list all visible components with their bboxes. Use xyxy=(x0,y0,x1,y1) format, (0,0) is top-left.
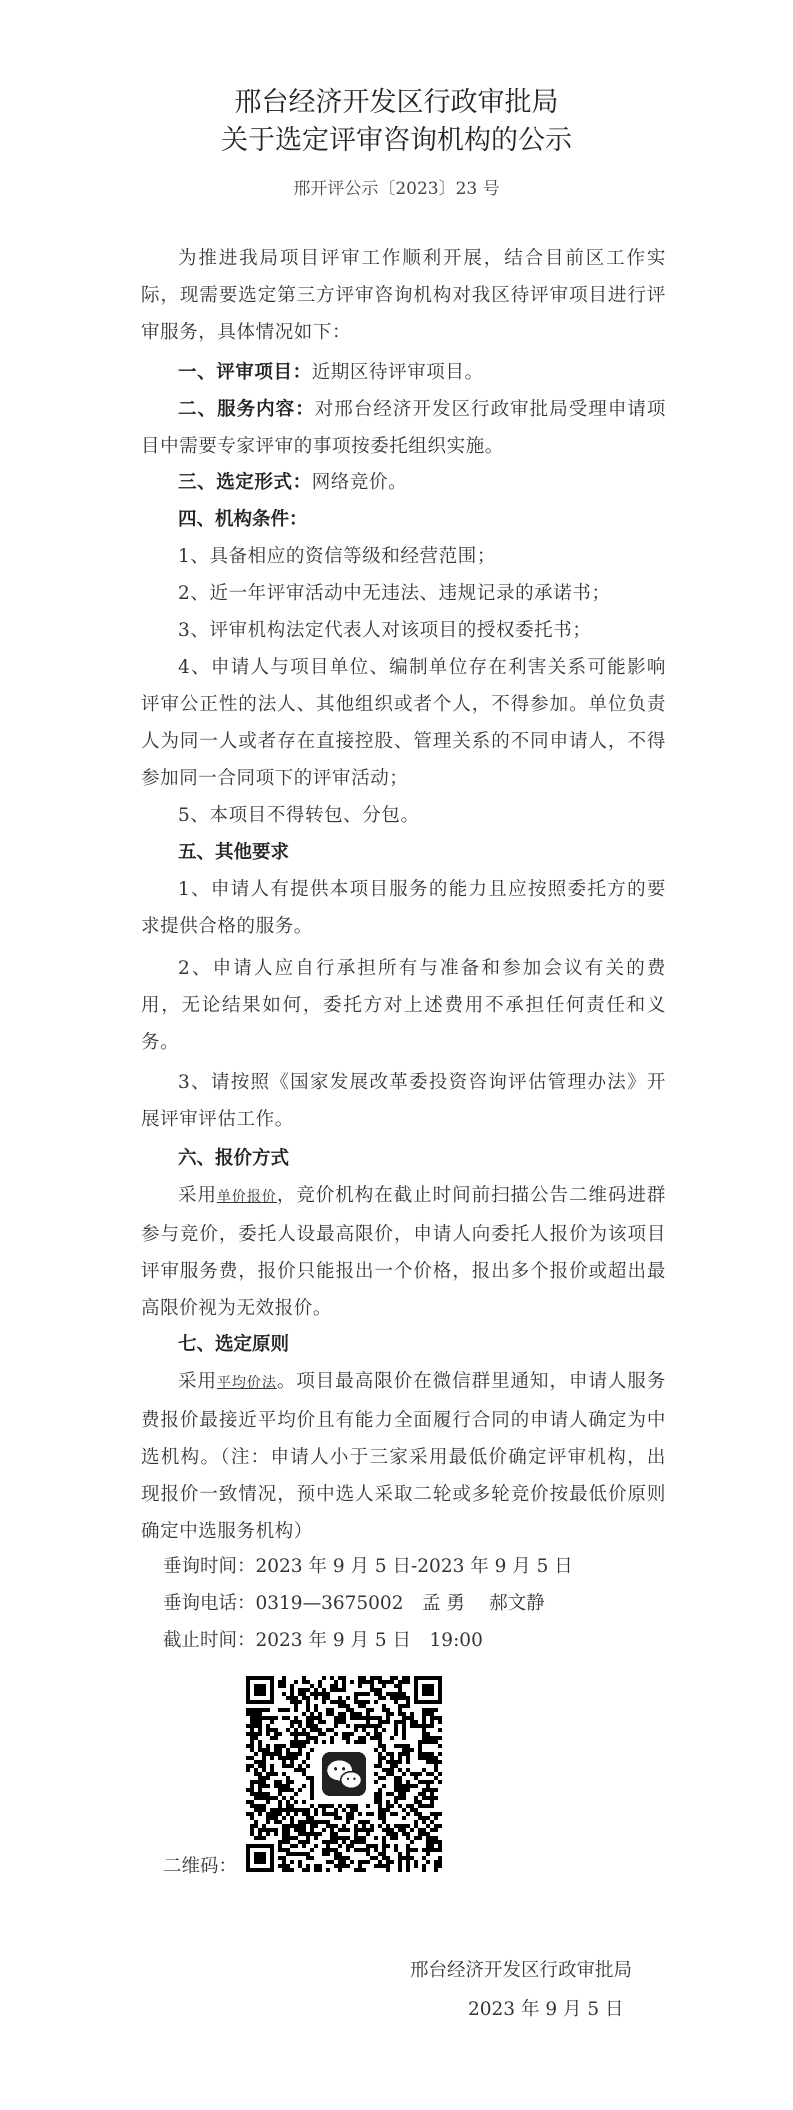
title-line-2: 关于选定评审咨询机构的公示 xyxy=(221,125,572,156)
selection-method-underlined: 平均价法 xyxy=(216,1375,277,1391)
qr-code-label: 二维码： xyxy=(163,1856,238,1877)
section-1 xyxy=(141,354,666,391)
section-4-item-5: 5、本项目不得转包、分包。 xyxy=(178,805,420,826)
contact-deadline: 截止时间：2023 年 9 月 5 日 19:00 xyxy=(163,1630,483,1651)
document-number: 邢开评公示〔2023〕23 号 xyxy=(293,179,500,199)
section-1-text: 近期区待评审项目。 xyxy=(311,362,484,383)
section-4-head: 四、机构条件： xyxy=(178,509,308,530)
section-5-item-3: 3、请按照《国家发展改革委投资咨询评估管理办法》开展评审评估工作。 xyxy=(141,1072,666,1130)
section-6-head: 六、报价方式 xyxy=(178,1148,290,1169)
contact-phone: 垂询电话：0319—3675002 孟 勇 郝文静 xyxy=(163,1593,545,1614)
signature-org: 邢台经济开发区行政审批局 xyxy=(410,1960,633,1981)
section-5-head: 五、其他要求 xyxy=(178,842,290,863)
section-4-item-2: 2、近一年评审活动中无违法、违规记录的承诺书； xyxy=(178,583,611,604)
title-line-1: 邢台经济开发区行政审批局 xyxy=(234,87,559,118)
section-1-head: 一、评审项目： xyxy=(178,362,312,383)
section-7-head: 七、选定原则 xyxy=(178,1334,290,1355)
section-5-item-2: 2、申请人应自行承担所有与准备和参加会议有关的费用，无论结果如何，委托方对上述费用不承担任何责任和义务。 xyxy=(141,958,666,1053)
section-7-text: 采用平均价法。项目最高限价在微信群里通知，申请人服务费报价最接近平均价且有能力全面履行合同的申请人确定为中选机构。（注：申请人小于三家采用最低价确定评审机构，出现报价一致情况，预中选人采取二轮或多轮竞价按最低价原则确定中选服务机构） xyxy=(141,1371,666,1542)
section-3-head: 三、选定形式： xyxy=(178,472,312,493)
section-3 xyxy=(141,464,666,501)
section-2 xyxy=(141,391,666,465)
section-2-text: 对邢台经济开发区行政审批局受理申请项目中需要专家评审的事项按委托组织实施。 xyxy=(141,399,666,457)
section-3-text: 网络竞价。 xyxy=(311,472,408,493)
section-5-item-1: 1、申请人有提供本项目服务的能力且应按照委托方的要求提供合格的服务。 xyxy=(141,879,666,937)
section-6-text: 采用单价报价，竞价机构在截止时间前扫描公告二维码进群参与竞价，委托人设最高限价，申请人向委托人报价为该项目评审服务费，报价只能报出一个价格，报出多个报价或超出最高限价视为无效报价。 xyxy=(141,1185,666,1319)
section-4-item-1: 1、具备相应的资信等级和经营范围； xyxy=(178,546,496,567)
signature-date: 2023 年 9 月 5 日 xyxy=(468,1999,624,2020)
intro-paragraph: 为推进我局项目评审工作顺利开展，结合目前区工作实际，现需要选定第三方评审咨询机构对我区待评审项目进行评审服务，具体情况如下： xyxy=(141,248,666,343)
pricing-method-underlined: 单价报价 xyxy=(216,1189,277,1205)
contact-time: 垂询时间：2023 年 9 月 5 日-2023 年 9 月 5 日 xyxy=(163,1556,573,1577)
wechat-qr-code-icon[interactable] xyxy=(246,1676,442,1872)
section-2-head: 二、服务内容： xyxy=(178,399,315,420)
section-4-item-4: 4、申请人与项目单位、编制单位存在利害关系可能影响评审公正性的法人、其他组织或者个人，不得参加。单位负责人为同一人或者存在直接控股、管理关系的不同申请人，不得参加同一合同项下的评审活动； xyxy=(141,657,666,789)
section-4-item-3: 3、评审机构法定代表人对该项目的授权委托书； xyxy=(178,620,592,641)
